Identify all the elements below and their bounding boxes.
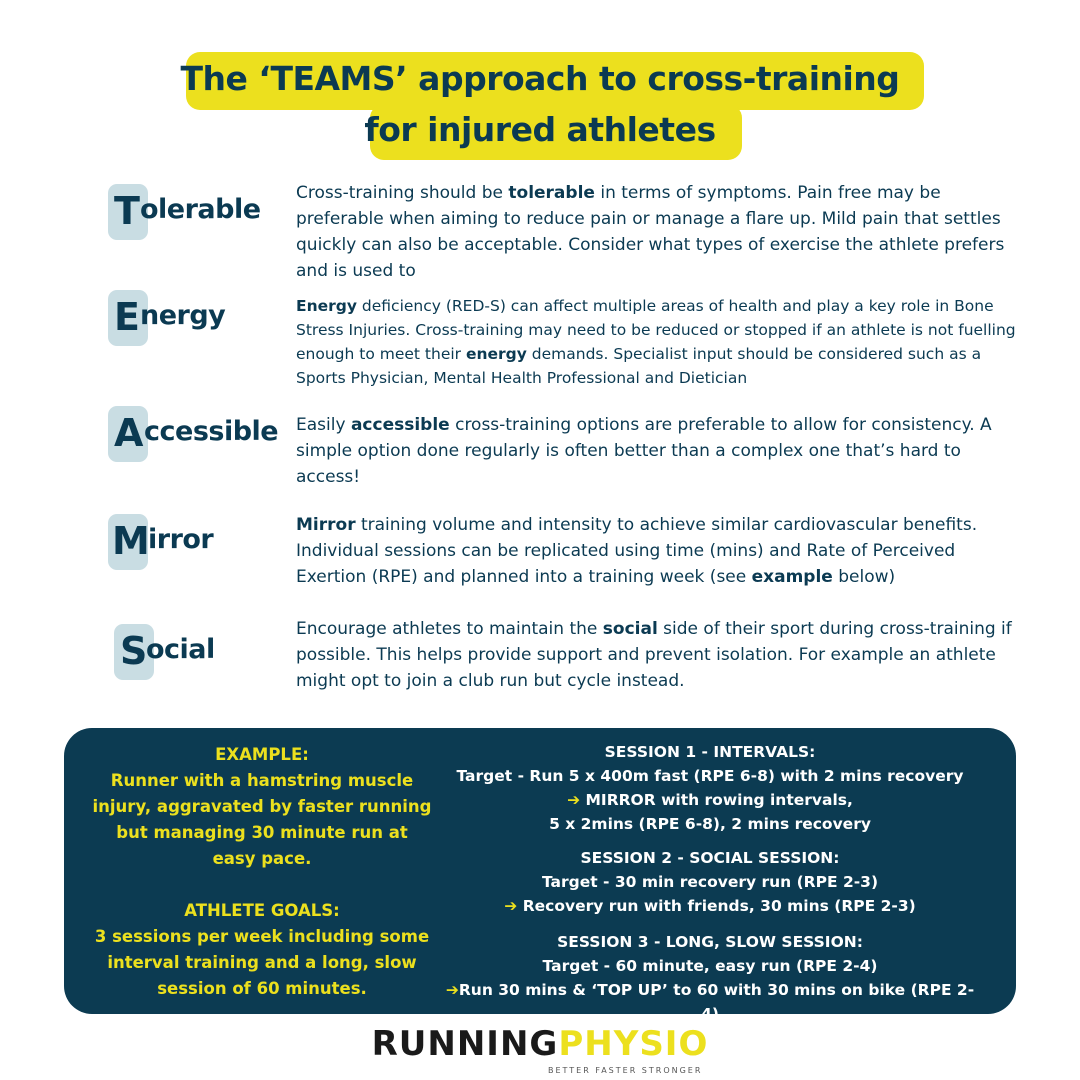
- example-heading: EXAMPLE:: [215, 745, 309, 764]
- description-text: deficiency (RED-S) can affect multiple areas of health and play a key role in Bone Stress Injuries. Cross-training may need to be reduced or stopped if an athlete is not fuelling enough to meet their: [296, 297, 1016, 363]
- teams-letter: A: [114, 411, 144, 455]
- session-alternative-detail: 5 x 2mins (RPE 6-8), 2 mins recovery: [549, 815, 871, 833]
- session-heading: SESSION 3 - LONG, SLOW SESSION:: [557, 933, 863, 951]
- teams-word: nergy: [140, 300, 226, 331]
- athlete-goals-heading: ATHLETE GOALS:: [184, 901, 340, 920]
- teams-word: ocial: [146, 634, 215, 665]
- session-target: Target - 60 minute, easy run (RPE 2-4): [542, 957, 878, 975]
- teams-description: [296, 512, 1016, 590]
- logo-tagline: BETTER FASTER STRONGER: [548, 1066, 703, 1075]
- session-alternative: [440, 788, 980, 812]
- description-text: Easily: [296, 415, 351, 435]
- logo-part-physio: PHYSIO: [558, 1024, 709, 1064]
- example-text: Runner with a hamstring muscle injury, aggravated by faster running but managing 30 minute run at easy pace.: [92, 771, 432, 868]
- teams-word: ccessible: [144, 416, 279, 447]
- keyword-highlight: tolerable: [508, 183, 595, 203]
- arrow-right-icon: ➔: [445, 981, 459, 999]
- arrow-right-icon: ➔: [504, 897, 518, 915]
- session-alternative-text: Run 30 mins & ‘TOP UP’ to 60 with 30 mins on bike (RPE 2-4): [458, 981, 975, 1023]
- session-target: Target - Run 5 x 400m fast (RPE 6-8) with 2 mins recovery: [456, 767, 964, 785]
- keyword-highlight: accessible: [350, 415, 450, 435]
- teams-letter: E: [114, 295, 140, 339]
- teams-word: irror: [148, 524, 214, 555]
- teams-description: [296, 294, 1016, 390]
- description-text: below): [832, 567, 896, 587]
- description-text: side of their sport during cross-training if possible. This helps provide support and prevent isolation. For example an athlete might opt to join a club run but cycle instead.: [296, 619, 1012, 691]
- description-text: in terms of symptoms. Pain free may be preferable when aiming to reduce pain or manage a flare up. Mild pain that settles quickly can also be acceptable. Consider what types of exercise the athlete prefers and is used to: [296, 183, 1005, 281]
- description-text: training volume and intensity to achieve similar cardiovascular benefits. Individual sessions can be replicated using time (mins) and Rate of Perceived Exertion (RPE) and planned into a training week (see: [296, 515, 978, 587]
- description-text: Encourage athletes to maintain the: [296, 619, 603, 639]
- logo-part-running: RUNNING: [371, 1024, 559, 1064]
- teams-letter: S: [120, 629, 148, 673]
- session-target: Target - 30 min recovery run (RPE 2-3): [541, 873, 879, 891]
- keyword-highlight: example: [751, 567, 833, 587]
- session-alternative-text: Recovery run with friends, 30 mins (RPE 2-3): [522, 897, 916, 915]
- keyword-highlight: Mirror: [296, 515, 356, 535]
- athlete-goals-text: 3 sessions per week including some interval training and a long, slow session of 60 minutes.: [94, 927, 430, 998]
- session-heading: SESSION 1 - INTERVALS:: [604, 743, 816, 761]
- page-title-line2: for injured athletes: [364, 110, 716, 149]
- teams-letter: M: [112, 519, 150, 563]
- description-text: demands. Specialist input should be considered such as a Sports Physician, Mental Health Professional and Dietician: [296, 345, 982, 387]
- description-text: cross-training options are preferable to allow for consistency. A simple option done regularly is often better than a complex one that’s hard to access!: [296, 415, 992, 487]
- page-title-line1: The ‘TEAMS’ approach to cross-training: [180, 59, 900, 98]
- session-alternative-text: MIRROR with rowing intervals,: [585, 791, 853, 809]
- description-text: Cross-training should be: [296, 183, 509, 203]
- teams-description: [296, 412, 1016, 490]
- arrow-right-icon: ➔: [567, 791, 581, 809]
- keyword-highlight: energy: [465, 345, 527, 363]
- session-alternative: [440, 894, 980, 918]
- teams-letter: T: [114, 189, 140, 233]
- keyword-highlight: Energy: [296, 297, 357, 315]
- session-heading: SESSION 2 - SOCIAL SESSION:: [580, 849, 840, 867]
- session-alternative: [440, 978, 980, 1026]
- teams-word: olerable: [140, 194, 261, 225]
- keyword-highlight: social: [602, 619, 658, 639]
- teams-description: [296, 616, 1016, 694]
- teams-description: [296, 180, 1016, 284]
- runningphysio-logo: [0, 1024, 1080, 1064]
